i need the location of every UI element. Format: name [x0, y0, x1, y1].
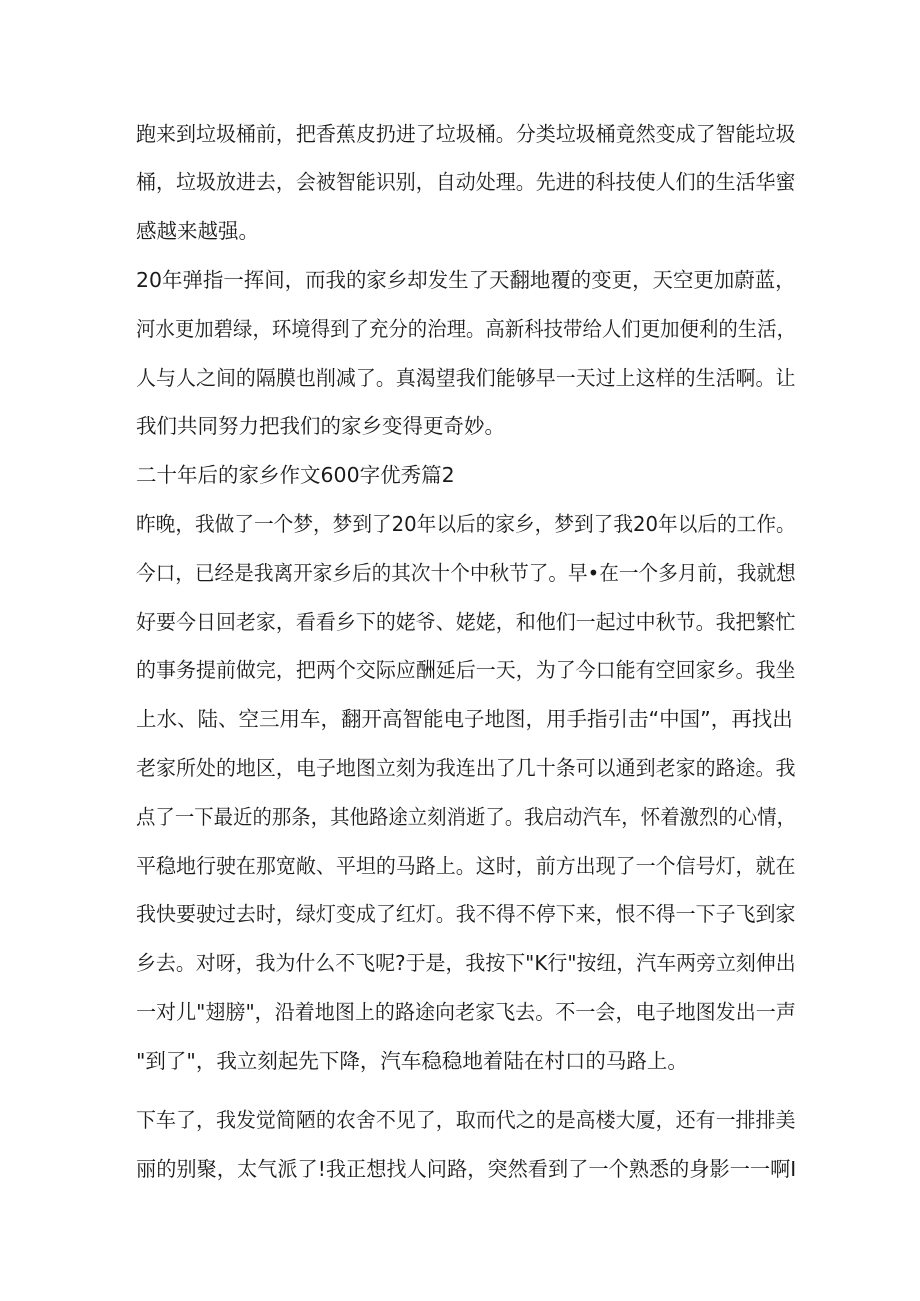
text-line: 感越来越强。 — [136, 219, 259, 243]
text-line: 一对儿"翅膀"，沿着地图上的路途向老家飞去。不一会，电子地图发出一声 — [136, 1000, 796, 1024]
text-line: 平稳地行驶在那宽敞、平坦的马路上。这时，前方出现了一个信号灯，就在 — [136, 854, 796, 878]
text-line: 我快要驶过去时，绿灯变成了红灯。我不得不停下来，恨不得一下子飞到家 — [136, 902, 796, 926]
text-line: 桶，垃圾放进去，会被智能识别，自动处理。先进的科技使人们的生活华蜜 — [136, 170, 796, 194]
text-line: 昨晚，我做了一个梦，梦到了20年以后的家乡，梦到了我20年以后的工作。 — [136, 512, 796, 536]
text-line: 上水、陆、空三用车，翻开高智能电子地图，用手指引击“中国”，再找出 — [136, 707, 793, 731]
text-line: 我们共同努力把我们的家乡变得更奇妙。 — [136, 414, 505, 438]
section-heading: 二十年后的家乡作文600字优秀篇2 — [136, 463, 455, 487]
text-line: 丽的别聚，太气派了!我正想找人问路，突然看到了一个熟悉的身影一一啊I — [136, 1157, 797, 1181]
text-line: 跑来到垃圾桶前，把香蕉皮扔进了垃圾桶。分类垃圾桶竟然变成了智能垃圾 — [136, 122, 796, 146]
text-line: "到了"，我立刻起先下降，汽车稳稳地着陆在村口的马路上。 — [136, 1049, 688, 1073]
text-line: 的事务提前做完，把两个交际应酬延后一天，为了今口能有空回家乡。我坐 — [136, 658, 796, 682]
text-line: 下车了，我发觉简陋的农舍不见了，取而代之的是高楼大厦，还有一排排美 — [136, 1108, 796, 1132]
text-line: 20年弹指一挥间，而我的家乡却发生了天翻地覆的变更，天空更加蔚蓝， — [136, 268, 796, 292]
text-line: 人与人之间的隔膜也削减了。真渴望我们能够早一天过上这样的生活啊。让 — [136, 366, 796, 390]
text-line: 老家所处的地区，电子地图立刻为我连出了几十条可以通到老家的路途。我 — [136, 756, 796, 780]
text-line: 好要今日回老家，看看乡下的姥爷、姥姥，和他们一起过中秋节。我把繁忙 — [136, 610, 796, 634]
text-line: 今口，已经是我离开家乡后的其次十个中秋节了。早•在一个多月前，我就想 — [136, 561, 796, 585]
text-line: 乡去。对呀，我为什么不飞呢?于是，我按下"K行"按纽，汽车两旁立刻伸出 — [136, 951, 796, 975]
text-line: 河水更加碧绿，环境得到了充分的治理。高新科技带给人们更加便利的生活， — [136, 317, 796, 341]
text-line: 点了一下最近的那条，其他路途立刻消逝了。我启动汽车，怀着激烈的心情， — [136, 805, 796, 829]
